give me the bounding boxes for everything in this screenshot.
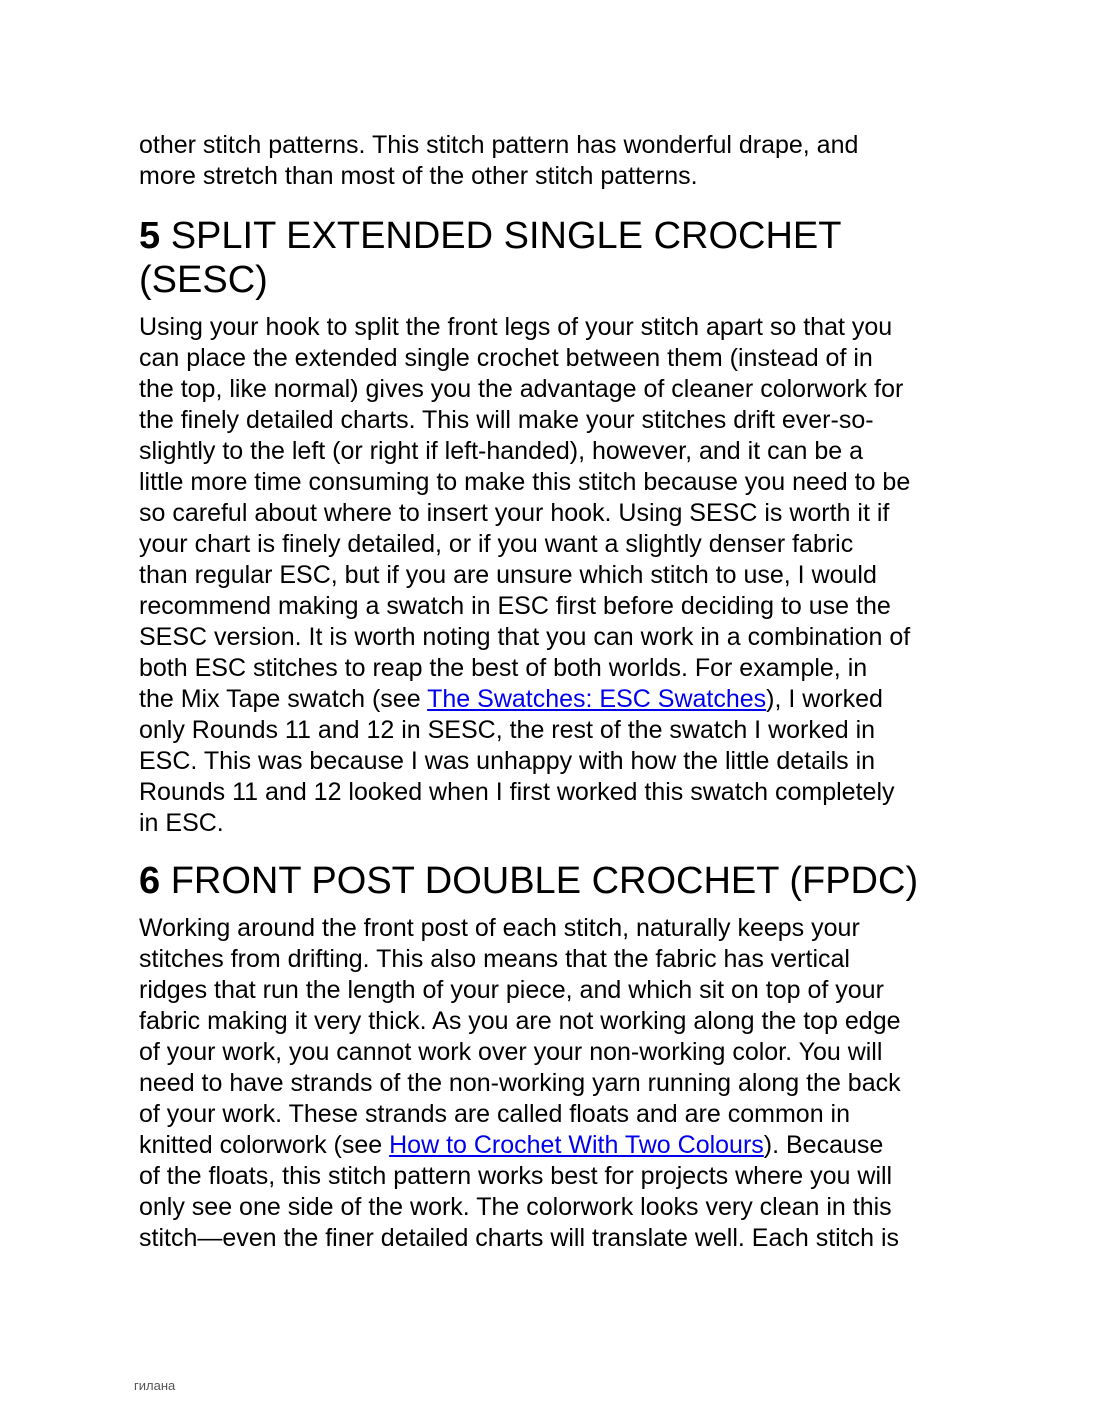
- section-5-text-before-link: Using your hook to split the front legs of your stitch apart so that you can place the extended single crochet between them (instead of in the top, like normal) gives you the advantage of cleaner colorwork for the finely detailed charts. This will make your stitches drift ever-so- slightly to the left (or right if left-handed), however, and it can be a little more time consuming to make this stitch because you need to be so careful about where to insert your hook. Using SESC is worth it if your chart is finely detailed, or if you want a slightly denser fabric than regular ESC, but if you are unsure which stitch to use, I would recommend making a swatch in ESC first before deciding to use the SESC version. It is worth noting that you can work in a combination of both ESC stitches to reap the best of both worlds. For example, in the Mix Tape swatch (see: [139, 313, 911, 713]
- section-5-heading: [139, 214, 969, 302]
- esc-swatches-link[interactable]: The Swatches: ESC Swatches: [427, 685, 767, 713]
- section-5-title: SPLIT EXTENDED SINGLE CROCHET (SESC): [139, 215, 842, 301]
- section-5-text-after-link: ), I worked only Rounds 11 and 12 in SESC, the rest of the swatch I worked in ESC. This was because I was unhappy with how the little details in Rounds 11 and 12 looked when I first worked this swatch completely in ESC.: [139, 685, 895, 837]
- section-5-paragraph: [139, 312, 969, 839]
- document-page: [139, 130, 969, 1254]
- section-6-heading: [139, 859, 969, 903]
- intro-paragraph: [139, 130, 969, 192]
- section-6-number: 6: [139, 860, 161, 902]
- section-6-text-after-link: ). Because of the floats, this stitch pattern works best for projects where you will only see one side of the work. The colorwork looks very clean in this stitch—even the finer detailed charts will translate well. Each stitch is: [139, 1131, 900, 1252]
- section-6-paragraph: [139, 913, 969, 1254]
- section-6-title: FRONT POST DOUBLE CROCHET (FPDC): [160, 860, 919, 902]
- two-colours-link[interactable]: How to Crochet With Two Colours: [389, 1131, 764, 1159]
- section-5-number: 5: [139, 215, 161, 257]
- intro-text: other stitch patterns. This stitch pattern has wonderful drape, and more stretch than most of the other stitch patterns.: [139, 131, 859, 190]
- page-footer: гилана: [134, 1378, 176, 1393]
- section-6-text-before-link: Working around the front post of each stitch, naturally keeps your stitches from drifting. This also means that the fabric has vertical ridges that run the length of your piece, and which sit on top of your fabric making it very thick. As you are not working along the top edge of your work, you cannot work over your non-working color. You will need to have strands of the non-working yarn running along the back of your work. These strands are called floats and are common in knitted colorwork (see: [139, 914, 901, 1159]
